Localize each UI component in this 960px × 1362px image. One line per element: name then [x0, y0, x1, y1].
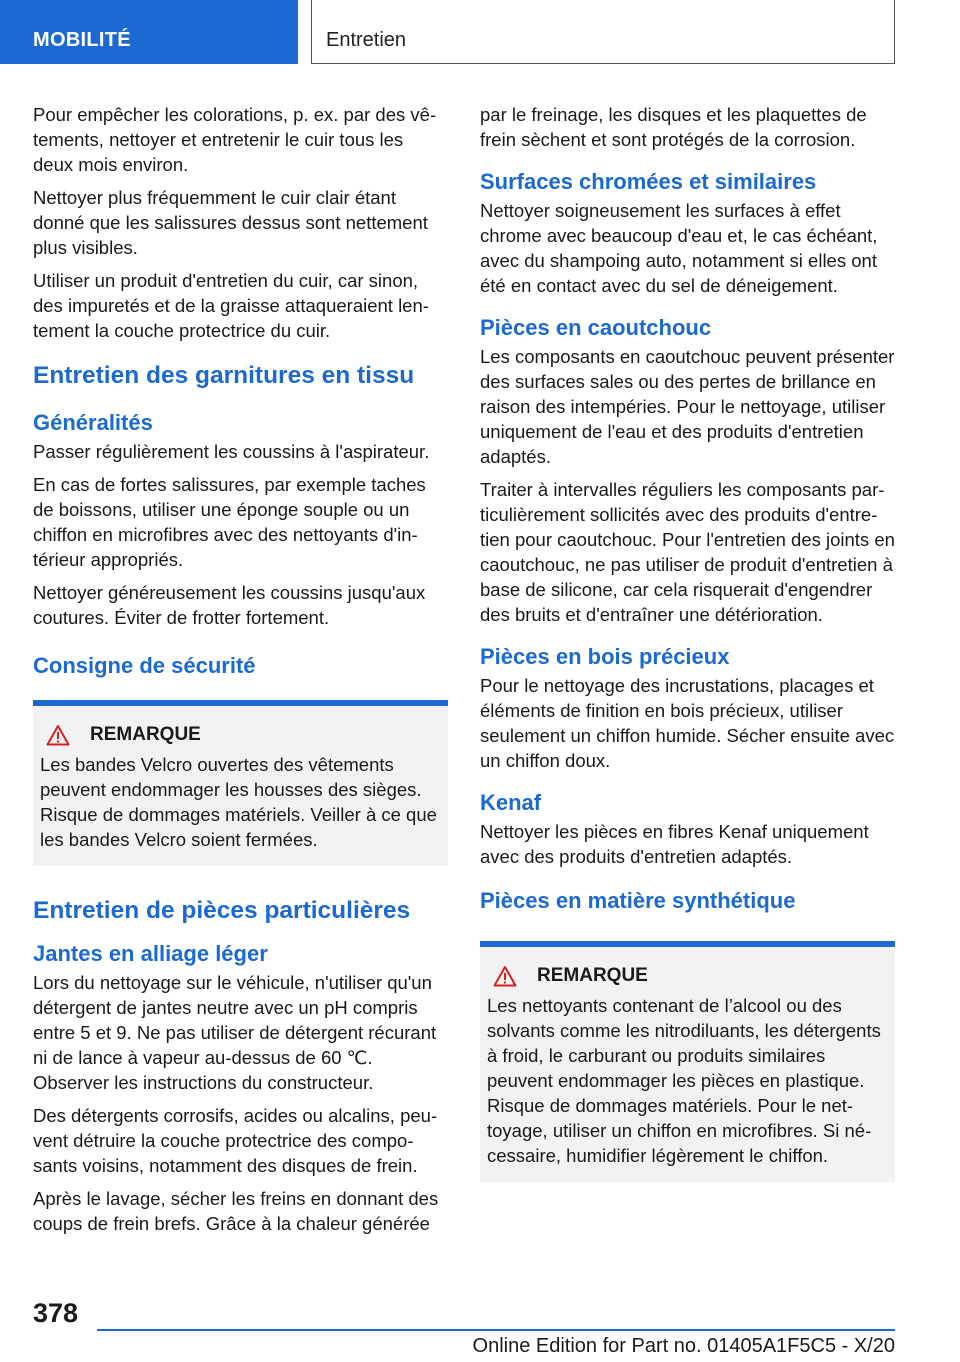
heading-special-parts: Entretien de pièces particulières: [33, 897, 411, 924]
paragraph: Des détergents corrosifs, acides ou alcalins, peuvent détruire la couche protectrice des composants voisins, notamment des disques de frein.: [33, 1105, 438, 1176]
warning-triangle-icon: [46, 724, 70, 746]
paragraph: Nettoyer plus fréquemment le cuir clair étant donné que les salissures dessus sont nettement plus visibles.: [33, 187, 428, 258]
warning-title: [40, 724, 440, 746]
warning-title-text: REMARQUE: [537, 965, 648, 986]
paragraph: Pour le nettoyage des incrustations, placages et éléments de finition en bois précieux, utiliser seulement un chiffon humide. Sécher ensuite avec un chiffon doux.: [480, 675, 895, 771]
heading-alloy-wheels: Jantes en alliage léger: [33, 941, 268, 966]
paragraph: En cas de fortes salissures, par exemple taches de boissons, utiliser une éponge souple ou un chiffon en microfibres avec des nettoyants d'intérieur appropriés.: [33, 474, 426, 570]
paragraph: Pour empêcher les colorations, p. ex. par des vêtements, nettoyer et entretenir le cuir tous les deux mois environ.: [33, 104, 437, 175]
footer-divider: [97, 1329, 895, 1331]
heading-kenaf: Kenaf: [480, 790, 542, 815]
warning-box: [480, 941, 895, 1182]
paragraph: Nettoyer généreusement les coussins jusqu'aux coutures. Éviter de frotter fortement.: [33, 582, 426, 628]
warning-text: Les nettoyants contenant de l’alcool ou des solvants comme les nitrodiluants, les détergents à froid, le carburant ou produits similaires peuvent endommager les pièces en plastique. Risque de dommages matériels. Pour le nettoyage, utiliser un chiffon en microfibres. Si nécessaire, humidifier légèrement le chiffon.: [487, 995, 881, 1166]
heading-synthetic-parts: Pièces en matière synthétique: [480, 888, 796, 913]
heading-fine-wood: Pièces en bois précieux: [480, 644, 730, 669]
paragraph: Après le lavage, sécher les freins en donnant des coups de frein brefs. Grâce à la chaleur générée: [33, 1188, 439, 1234]
warning-text: Les bandes Velcro ouvertes des vêtements peuvent endommager les housses des sièges. Risque de dommages matériels. Veiller à ce que les bandes Velcro soient fermées.: [40, 754, 437, 850]
paragraph: Utiliser un produit d'entretien du cuir, car sinon, des impuretés et de la graisse attaqueraient lentement la couche protectrice du cuir.: [33, 270, 429, 341]
paragraph: par le freinage, les disques et les plaquettes de frein sèchent et sont protégés de la corrosion.: [480, 104, 867, 150]
paragraph: Nettoyer les pièces en fibres Kenaf uniquement avec des produits d'entretien adaptés.: [480, 821, 869, 867]
chapter-title: Entretien: [311, 0, 895, 64]
warning-title-text: REMARQUE: [90, 724, 201, 745]
paragraph: Passer régulièrement les coussins à l'aspirateur.: [33, 441, 430, 462]
paragraph: Traiter à intervalles réguliers les composants particulièrement sollicités avec des produits d'entretien pour caoutchouc. Pour l'entretien des joints en caoutchouc, ne pas utiliser de produit d'entretien à base de silicone, car cela risquerait d'engendrer des bruits et d'entraîner une détérioration.: [480, 479, 895, 625]
heading-rubber-parts: Pièces en caoutchouc: [480, 315, 712, 340]
warning-box: [33, 700, 448, 866]
left-column: [33, 102, 448, 1244]
page-number: 378: [33, 1298, 79, 1328]
heading-safety-note: Consigne de sécurité: [33, 653, 256, 678]
heading-chrome-surfaces: Surfaces chromées et similaires: [480, 169, 817, 194]
warning-title: [487, 965, 887, 987]
heading-general: Généralités: [33, 410, 153, 435]
paragraph: Les composants en caoutchouc peuvent présenter des surfaces sales ou des pertes de brillance en raison des intempéries. Pour le nettoyage, utiliser uniquement de l'eau et des produits d'entretien adaptés.: [480, 346, 895, 467]
right-column: [480, 102, 895, 1194]
paragraph: Nettoyer soigneusement les surfaces à effet chrome avec beaucoup d'eau et, le cas échéant, avec du shampoing auto, notamment si elles ont été en contact avec du sel de déneigement.: [480, 200, 878, 296]
section-tab: MOBILITÉ: [0, 0, 298, 64]
paragraph: Lors du nettoyage sur le véhicule, n'utiliser qu'un détergent de jantes neutre avec un pH compris entre 5 et 9. Ne pas utiliser de détergent récurant ni de lance à vapeur au-dessus de 60 ℃. Observer les instructions du constructeur.: [33, 972, 437, 1093]
heading-fabric-care: Entretien des garnitures en tissu: [33, 362, 415, 389]
warning-triangle-icon: [493, 965, 517, 987]
footer-edition: Online Edition for Part no. 01405A1F5C5 - X/20: [472, 1335, 895, 1357]
